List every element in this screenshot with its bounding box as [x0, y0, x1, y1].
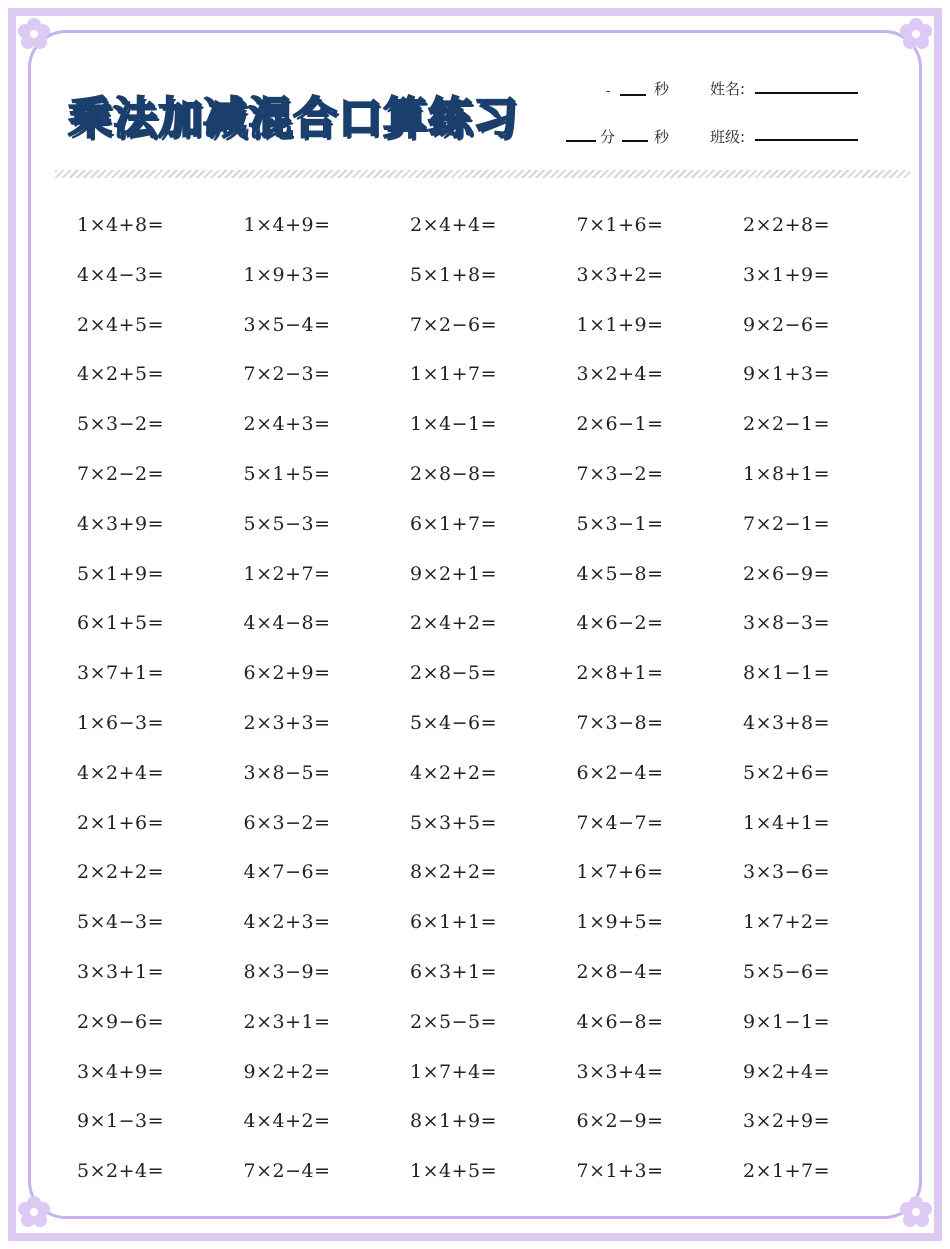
problem-item: 9×1−1= — [743, 1010, 831, 1033]
problem-item: 7×1+3= — [576, 1160, 664, 1183]
problem-item: 9×1−3= — [77, 1110, 165, 1133]
problem-item: 8×1−1= — [743, 662, 831, 685]
problem-item: 4×6−8= — [576, 1010, 664, 1033]
problem-item: 8×1+9= — [410, 1110, 498, 1133]
problem-item: 7×2−2= — [77, 462, 165, 485]
problem-item: 7×1+6= — [576, 214, 664, 236]
problem-item: 4×4+2= — [243, 1110, 331, 1133]
problem-item: 3×7+1= — [77, 662, 165, 685]
problem-item: 1×4−1= — [410, 413, 498, 436]
flower-icon — [14, 14, 54, 54]
problem-item: 4×4−8= — [243, 612, 331, 635]
problem-item: 2×4+2= — [410, 612, 498, 635]
problem-item: 6×1+7= — [410, 512, 498, 535]
flower-icon — [14, 1192, 54, 1232]
problem-item: 5×2+6= — [743, 761, 831, 784]
problem-item: 5×4−3= — [77, 911, 165, 934]
problem-item: 3×4+9= — [77, 1060, 165, 1083]
problem-item: 2×6−9= — [743, 562, 831, 585]
problem-item: 7×3−8= — [576, 711, 664, 734]
problem-item: 2×2+8= — [743, 214, 831, 236]
problem-item: 3×1+9= — [743, 263, 831, 286]
problem-item: 6×3+1= — [410, 960, 498, 983]
problem-item: 1×4+8= — [77, 214, 165, 236]
problem-item: 5×3+5= — [410, 811, 498, 834]
problem-item: 2×4+5= — [77, 313, 165, 336]
problem-item: 2×3+1= — [243, 1010, 331, 1033]
problem-item: 5×5−3= — [243, 512, 331, 535]
problem-item: 2×2+2= — [77, 861, 165, 884]
header-divider — [55, 170, 910, 178]
problem-item: 2×9−6= — [77, 1010, 165, 1033]
problem-item: 6×1+1= — [410, 911, 498, 934]
problem-item: 1×9+3= — [243, 263, 331, 286]
problem-item: 2×1+6= — [77, 811, 165, 834]
problem-item: 7×2−6= — [410, 313, 498, 336]
problem-item: 9×2−6= — [743, 313, 831, 336]
problem-item: 5×2+4= — [77, 1160, 165, 1183]
problem-item: 9×1+3= — [743, 363, 831, 386]
problem-item: 3×2+9= — [743, 1110, 831, 1133]
problem-item: 7×2−1= — [743, 512, 831, 535]
problem-item: 1×9+5= — [576, 911, 664, 934]
problem-item: 1×1+7= — [410, 363, 498, 386]
problem-item: 4×2+3= — [243, 911, 331, 934]
problem-item: 3×2+4= — [576, 363, 664, 386]
problem-item: 2×6−1= — [576, 413, 664, 436]
problem-item: 4×2+4= — [77, 761, 165, 784]
minutes-blank[interactable] — [566, 140, 596, 142]
problem-item: 5×5−6= — [743, 960, 831, 983]
problem-item: 6×3−2= — [243, 811, 331, 834]
problem-item: 6×2−4= — [576, 761, 664, 784]
problem-item: 3×3−6= — [743, 861, 831, 884]
problem-item: 6×2+9= — [243, 662, 331, 685]
problem-item: 6×1+5= — [77, 612, 165, 635]
problem-item: 7×3−2= — [576, 462, 664, 485]
name-field[interactable] — [755, 92, 858, 94]
class-field[interactable] — [755, 139, 858, 141]
problem-item: 3×3+1= — [77, 960, 165, 983]
problem-item: 5×4−6= — [410, 711, 498, 734]
problem-item: 4×4−3= — [77, 263, 165, 286]
problem-item: 2×8−8= — [410, 462, 498, 485]
problem-item: 5×1+5= — [243, 462, 331, 485]
problem-item: 1×6−3= — [77, 711, 165, 734]
problem-item: 3×8−5= — [243, 761, 331, 784]
problem-item: 4×7−6= — [243, 861, 331, 884]
problem-item: 1×2+7= — [243, 562, 331, 585]
minutes-label: 分 — [600, 128, 616, 146]
problem-item: 4×3+9= — [77, 512, 165, 535]
problem-item: 2×8−5= — [410, 662, 498, 685]
problem-item: 7×2−3= — [243, 363, 331, 386]
problem-item: 2×4+3= — [243, 413, 331, 436]
problem-item: 4×5−8= — [576, 562, 664, 585]
problem-item: 2×8−4= — [576, 960, 664, 983]
problem-item: 1×4+1= — [743, 811, 831, 834]
problem-item: 6×2−9= — [576, 1110, 664, 1133]
problem-item: 4×2+5= — [77, 363, 165, 386]
seconds-blank-top[interactable] — [620, 94, 646, 96]
timer-dot: - — [606, 84, 611, 98]
problem-item: 2×8+1= — [576, 662, 664, 685]
seconds-label-top: 秒 — [654, 80, 670, 98]
problem-item: 5×1+9= — [77, 562, 165, 585]
problem-item: 4×6−2= — [576, 612, 664, 635]
problem-item: 1×7+6= — [576, 861, 664, 884]
problem-item: 2×1+7= — [743, 1160, 831, 1183]
problem-grid — [77, 214, 917, 1210]
problem-item: 2×5−5= — [410, 1010, 498, 1033]
problem-item: 3×3+4= — [576, 1060, 664, 1083]
problem-item: 5×3−1= — [576, 512, 664, 535]
problem-item: 1×4+9= — [243, 214, 331, 236]
problem-item: 4×3+8= — [743, 711, 831, 734]
problem-item: 2×3+3= — [243, 711, 331, 734]
problem-item: 2×2−1= — [743, 413, 831, 436]
problem-item: 4×2+2= — [410, 761, 498, 784]
seconds-label: 秒 — [654, 128, 670, 146]
problem-item: 3×5−4= — [243, 313, 331, 336]
problem-item: 5×3−2= — [77, 413, 165, 436]
problem-item: 1×7+2= — [743, 911, 831, 934]
problem-item: 1×1+9= — [576, 313, 664, 336]
seconds-blank[interactable] — [622, 140, 648, 142]
problem-item: 5×1+8= — [410, 263, 498, 286]
class-label: 班级: — [710, 128, 746, 146]
problem-item: 1×7+4= — [410, 1060, 498, 1083]
problem-item: 1×8+1= — [743, 462, 831, 485]
problem-item: 8×3−9= — [243, 960, 331, 983]
problem-item: 3×3+2= — [576, 263, 664, 286]
problem-item: 8×2+2= — [410, 861, 498, 884]
name-label: 姓名: — [710, 80, 746, 98]
problem-item: 9×2+2= — [243, 1060, 331, 1083]
problem-item: 1×4+5= — [410, 1160, 498, 1183]
flower-icon — [896, 14, 936, 54]
page-title: 乘法加减混合口算练习 — [68, 93, 518, 144]
problem-item: 9×2+4= — [743, 1060, 831, 1083]
problem-item: 2×4+4= — [410, 214, 498, 236]
problem-item: 7×4−7= — [576, 811, 664, 834]
problem-item: 3×8−3= — [743, 612, 831, 635]
problem-item: 7×2−4= — [243, 1160, 331, 1183]
problem-item: 9×2+1= — [410, 562, 498, 585]
